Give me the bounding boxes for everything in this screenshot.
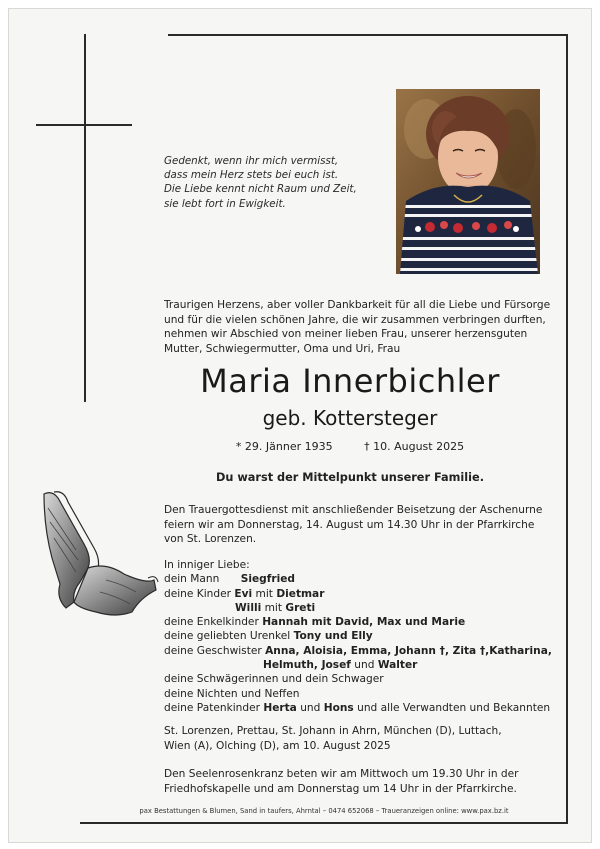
mourner-row: [164, 587, 554, 601]
mourner-connector: und: [300, 701, 321, 714]
mourner-row: [164, 629, 554, 643]
frame-bottom-line: [80, 822, 568, 824]
mourner-row: [164, 601, 554, 615]
mourner-row: [164, 644, 554, 658]
mourner-relation: deine Kinder: [164, 587, 231, 600]
service-line: Den Trauergottesdienst mit anschließender Beisetzung der Aschenurne: [164, 504, 543, 516]
poem-line: dass mein Herz stets bei euch ist.: [164, 169, 339, 182]
birth-name: geb. Kottersteger: [262, 406, 438, 430]
mourner-row: [164, 572, 554, 586]
mourner-name: Tony und Elly: [293, 630, 373, 643]
poem-line: sie lebt fort in Ewigkeit.: [164, 197, 286, 210]
rosary-line: Den Seelenrosenkranz beten wir am Mittwoch um 19.30 Uhr in der: [164, 768, 519, 780]
mourner-relation: deine Patenkinder: [164, 701, 260, 714]
intro-line: Traurigen Herzens, aber voller Dankbarkeit für all die Liebe und Fürsorge: [164, 299, 551, 311]
mourner-relation: deine Geschwister: [164, 644, 262, 657]
life-dates: [150, 440, 550, 453]
rosary-line: Friedhofskapelle und am Donnerstag um 14 Uhr in der Pfarrkirche.: [164, 782, 517, 795]
places-date-text: [164, 724, 540, 753]
portrait-illustration: [396, 89, 540, 274]
mourner-relation: deine geliebten Urenkel: [164, 630, 291, 643]
intro-text: [164, 298, 551, 356]
mourner-name: Hons: [323, 701, 354, 714]
mourner-name: Willi: [235, 601, 262, 614]
mourner-connector: und: [354, 659, 375, 672]
intro-line: Mutter, Schwiegermutter, Oma und Uri, Frau: [164, 342, 401, 355]
mourner-row: deine Schwägerinnen und dein Schwager: [164, 673, 384, 686]
service-line: von St. Lorenzen.: [164, 533, 257, 546]
places-line: Wien (A), Olching (D), am 10. August 2025: [164, 739, 391, 752]
mourner-relation: und alle Verwandten und Bekannten: [357, 701, 551, 714]
intro-line: und für die vielen schönen Jahre, die wir zusammen verbringen durften,: [164, 313, 546, 326]
poem-line: Gedenkt, wenn ihr mich vermisst,: [164, 155, 339, 167]
rosary-text: [164, 767, 540, 796]
cross-horizontal-bar: [36, 124, 132, 126]
mourner-row: [164, 658, 554, 672]
motto: Du warst der Mittelpunkt unserer Familie.: [216, 471, 484, 484]
mourner-name: Hannah mit David, Max und Marie: [262, 616, 466, 629]
death-date: † 10. August 2025: [364, 440, 465, 453]
funeral-home-footer: pax Bestattungen & Blumen, Sand in taufers, Ahrntal – 0474 652068 – Traueranzeigen online: www.pax.bz.it: [139, 807, 509, 815]
mourner-name: Dietmar: [276, 587, 325, 600]
poem-line: Die Liebe kennt nicht Raum und Zeit,: [164, 183, 357, 196]
mourners-heading: In inniger Liebe:: [164, 559, 250, 571]
places-line: St. Lorenzen, Prettau, St. Johann in Ahrn, München (D), Luttach,: [164, 725, 502, 737]
mourner-name: Helmuth, Josef: [263, 659, 351, 672]
mourner-connector: mit: [264, 601, 283, 614]
birth-date: * 29. Jänner 1935: [235, 440, 333, 453]
mourner-row: deine Nichten und Neffen: [164, 687, 300, 700]
mourner-name: Herta: [263, 701, 297, 714]
frame-right-line: [566, 34, 568, 824]
mourner-name: Greti: [285, 601, 316, 614]
portrait-photo: [396, 89, 540, 274]
mourner-relation: dein Mann: [164, 573, 220, 586]
mourner-name: Anna, Aloisia, Emma, Johann †, Zita †,Katharina,: [265, 644, 552, 657]
funeral-service-text: [164, 503, 543, 547]
mourners-list: [164, 558, 554, 715]
service-line: feiern wir am Donnerstag, 14. August um 14.30 Uhr in der Pfarrkirche: [164, 518, 535, 531]
cross-vertical-bar: [84, 34, 86, 402]
mourner-row: [164, 701, 554, 715]
frame-top-line: [168, 34, 568, 36]
mourner-row: [164, 615, 554, 629]
praying-hands-icon: [36, 488, 160, 620]
intro-line: nehmen wir Abschied von meiner lieben Frau, unserer herzensguten: [164, 328, 528, 341]
mourner-name: Evi: [234, 587, 253, 600]
mourner-name: Siegfried: [240, 573, 295, 586]
mourner-name: Walter: [377, 659, 418, 672]
memorial-poem: [164, 154, 394, 211]
mourner-connector: mit: [255, 587, 273, 600]
mourner-relation: deine Enkelkinder: [164, 616, 259, 629]
deceased-name: Maria Innerbichler: [200, 362, 500, 400]
